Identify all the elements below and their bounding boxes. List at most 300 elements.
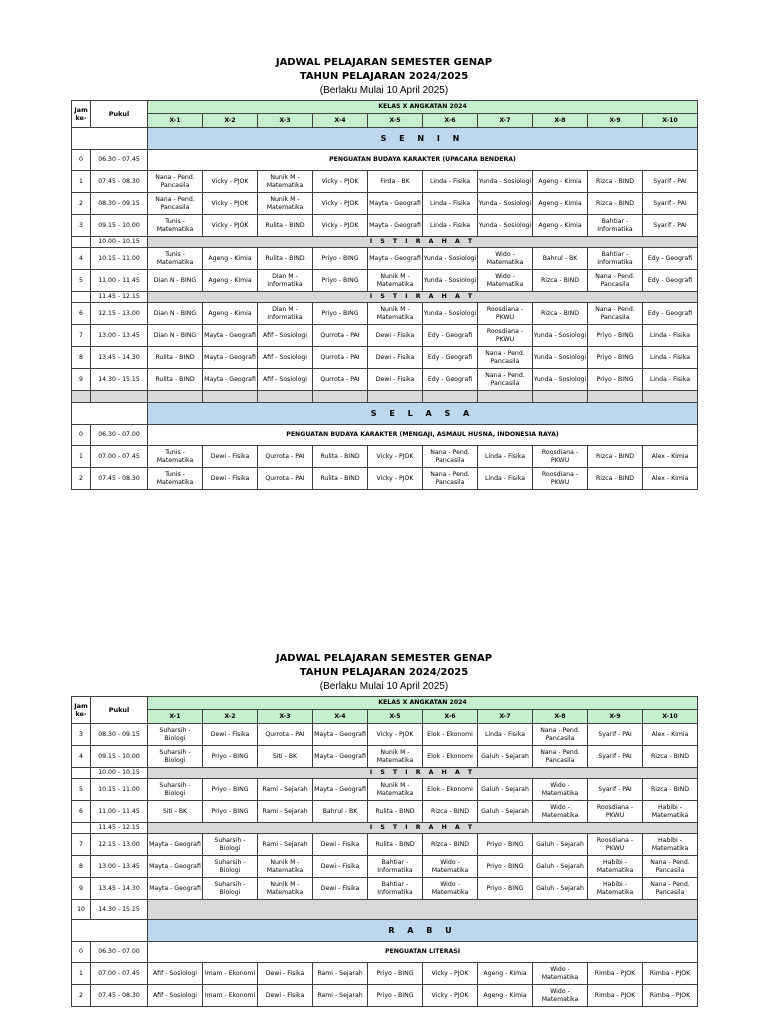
time-slot: 11.00 - 11.45 xyxy=(91,801,148,823)
lesson-cell: Siti - BK xyxy=(148,801,203,823)
lesson-cell: Priyo - BING xyxy=(478,834,533,856)
lesson-cell: Yunda - Sosiologi xyxy=(533,369,588,391)
lesson-cell: Galuh - Sejarah xyxy=(478,779,533,801)
lesson-cell: Edy - Geografi xyxy=(423,325,478,347)
lesson-cell: Rizca - BIND xyxy=(423,834,478,856)
lesson-cell: Syarif - PAI xyxy=(643,171,698,193)
blank-cell xyxy=(72,128,148,150)
time-slot: 09.15 - 10.00 xyxy=(91,746,148,768)
day-label: R A B U xyxy=(148,920,698,942)
lesson-cell: Rulita - BIND xyxy=(313,468,368,490)
doc-subtitle: (Berlaku Mulai 10 April 2025) xyxy=(319,85,449,96)
class-group-header: KELAS X ANGKATAN 2024 xyxy=(148,697,698,710)
lesson-cell: Ageng - Kimia xyxy=(203,270,258,292)
class-header: X-1 xyxy=(148,114,203,128)
break-label: I S T I R A H A T xyxy=(148,292,698,303)
table-row xyxy=(72,325,698,347)
lesson-cell: Bahtiar - Informatika xyxy=(368,856,423,878)
lesson-cell: Yunda - Sosiologi xyxy=(423,248,478,270)
lesson-cell: Galuh - Sejarah xyxy=(533,856,588,878)
table-row xyxy=(72,856,698,878)
lesson-cell: Rami - Sejarah xyxy=(258,779,313,801)
lesson-cell: Roosdiana - PKWU xyxy=(478,325,533,347)
lesson-cell: Bahtiar - Informatika xyxy=(368,878,423,900)
lesson-cell: Dewi - Fisika xyxy=(203,446,258,468)
lesson-cell: Roosdiana - PKWU xyxy=(533,446,588,468)
period-number: 4 xyxy=(72,248,91,270)
lesson-cell: Habibi - Matematika xyxy=(643,834,698,856)
lesson-cell: Wido - Matematika xyxy=(478,270,533,292)
empty-cell xyxy=(313,391,368,403)
period-number xyxy=(72,768,91,779)
time-slot: 08.30 - 09.15 xyxy=(91,193,148,215)
empty-cell xyxy=(91,391,148,403)
lesson-cell: Linda - Fisika xyxy=(478,724,533,746)
time-slot: 06.30 - 07.00 xyxy=(91,942,148,963)
doc-title: JADWAL PELAJARAN SEMESTER GENAP xyxy=(275,653,493,664)
lesson-cell: Dian N - BING xyxy=(148,270,203,292)
doc-title: JADWAL PELAJARAN SEMESTER GENAP xyxy=(275,57,493,68)
lesson-cell: Suharsih - Biologi xyxy=(148,724,203,746)
doc-subtitle: (Berlaku Mulai 10 April 2025) xyxy=(319,681,449,692)
lesson-cell: Roosdiana - PKWU xyxy=(533,468,588,490)
lesson-cell: Alex - Kimia xyxy=(643,446,698,468)
lesson-cell: Rizca - BIND xyxy=(588,193,643,215)
lesson-cell: Suharsih - Biologi xyxy=(203,856,258,878)
lesson-cell: Linda - Fisika xyxy=(643,347,698,369)
lesson-cell: Bahrul - BK xyxy=(313,801,368,823)
lesson-cell: Suharsih - Biologi xyxy=(148,746,203,768)
jam-header: Jam ke- xyxy=(72,101,91,128)
period-number xyxy=(72,292,91,303)
lesson-cell: Ageng - Kimia xyxy=(478,963,533,985)
lesson-cell: Yunda - Sosiologi xyxy=(478,193,533,215)
lesson-cell: Tunis - Matematika xyxy=(148,248,203,270)
table-row xyxy=(72,270,698,292)
lesson-cell: Dewi - Fisika xyxy=(368,347,423,369)
period-number: 8 xyxy=(72,856,91,878)
class-header: X-6 xyxy=(423,710,478,724)
lesson-cell: Qurrota - PAI xyxy=(258,724,313,746)
empty-cell xyxy=(203,391,258,403)
lesson-cell: Dewi - Fisika xyxy=(258,985,313,1007)
activity-label: PENGUATAN BUDAYA KARAKTER (UPACARA BENDERA) xyxy=(148,150,698,171)
lesson-cell: Rizca - BIND xyxy=(588,171,643,193)
lesson-cell: Qurrota - PAI xyxy=(313,325,368,347)
period-number: 10 xyxy=(72,900,91,920)
class-header: X-3 xyxy=(258,710,313,724)
lesson-cell: Dewi - Fisika xyxy=(203,724,258,746)
lesson-cell: Habibi - Matematika xyxy=(588,856,643,878)
lesson-cell: Rulita - BIND xyxy=(258,248,313,270)
activity-row xyxy=(72,942,698,963)
lesson-cell: Qurrota - PAI xyxy=(258,446,313,468)
lesson-cell: Nana - Pend. Pancasila xyxy=(643,878,698,900)
class-header: X-5 xyxy=(368,114,423,128)
table-row xyxy=(72,248,698,270)
lesson-cell: Wido - Matematika xyxy=(533,963,588,985)
schedule-table-2 xyxy=(71,696,698,1007)
lesson-cell: Priyo - BING xyxy=(203,801,258,823)
time-slot: 13.45 - 14.30 xyxy=(91,878,148,900)
time-slot: 11.45 - 12.15 xyxy=(91,292,148,303)
schedule-page-2 xyxy=(0,652,768,694)
period-number: 2 xyxy=(72,468,91,490)
period-number: 2 xyxy=(72,193,91,215)
lesson-cell: Syarif - PAI xyxy=(588,724,643,746)
table-row xyxy=(72,779,698,801)
lesson-cell: Dian N - BING xyxy=(148,325,203,347)
lesson-cell: Edy - Geografi xyxy=(643,303,698,325)
lesson-cell: Yunda - Sosiologi xyxy=(533,347,588,369)
lesson-cell: Rimba - PJOK xyxy=(588,963,643,985)
lesson-cell: Bahtiar - Informatika xyxy=(588,215,643,237)
lesson-cell: Linda - Fisika xyxy=(423,193,478,215)
lesson-cell: Priyo - BING xyxy=(588,369,643,391)
lesson-cell: Roosdiana - PKWU xyxy=(588,801,643,823)
lesson-cell: Wido - Matematika xyxy=(478,248,533,270)
class-header: X-5 xyxy=(368,710,423,724)
lesson-cell: Afif - Sosiologi xyxy=(148,963,203,985)
period-number: 7 xyxy=(72,834,91,856)
class-header: X-4 xyxy=(313,710,368,724)
time-slot: 07.45 - 08.30 xyxy=(91,985,148,1007)
lesson-cell: Vicky - PJOK xyxy=(203,215,258,237)
lesson-cell: Roosdiana - PKWU xyxy=(478,303,533,325)
lesson-cell: Alex - Kimia xyxy=(643,724,698,746)
lesson-cell: Habibi - Matematika xyxy=(643,801,698,823)
table-row xyxy=(72,369,698,391)
class-header: X-3 xyxy=(258,114,313,128)
lesson-cell: Dian N - BING xyxy=(148,303,203,325)
lesson-cell: Priyo - BING xyxy=(478,856,533,878)
break-row xyxy=(72,237,698,248)
lesson-cell: Yunda - Sosiologi xyxy=(478,171,533,193)
lesson-cell: Mayta - Geografi xyxy=(368,215,423,237)
lesson-cell: Yunda - Sosiologi xyxy=(423,303,478,325)
empty-row xyxy=(72,391,698,403)
lesson-cell: Rami - Sejarah xyxy=(313,985,368,1007)
table-row xyxy=(72,746,698,768)
table-row xyxy=(72,171,698,193)
time-slot: 14.30 - 15.15 xyxy=(91,369,148,391)
table-row xyxy=(72,985,698,1007)
lesson-cell: Galuh - Sejarah xyxy=(533,834,588,856)
lesson-cell: Nana - Pend. Pancasila xyxy=(588,303,643,325)
lesson-cell: Ageng - Kimia xyxy=(533,171,588,193)
lesson-cell: Qurrota - PAI xyxy=(313,369,368,391)
lesson-cell: Rulita - BIND xyxy=(368,834,423,856)
time-slot: 06.30 - 07.00 xyxy=(91,425,148,446)
lesson-cell: Rami - Sejarah xyxy=(313,963,368,985)
lesson-cell: Rizca - BIND xyxy=(423,801,478,823)
lesson-cell: Dewi - Fisika xyxy=(313,856,368,878)
break-label: I S T I R A H A T xyxy=(148,237,698,248)
lesson-cell: Rizca - BIND xyxy=(533,270,588,292)
lesson-cell: Priyo - BING xyxy=(203,779,258,801)
table-row xyxy=(72,303,698,325)
lesson-cell: Imam - Ekonomi xyxy=(203,985,258,1007)
lesson-cell: Nana - Pend. Pancasila xyxy=(533,746,588,768)
lesson-cell: Priyo - BING xyxy=(368,963,423,985)
lesson-cell: Priyo - BING xyxy=(368,985,423,1007)
lesson-cell: Nana - Pend. Pancasila xyxy=(423,468,478,490)
lesson-cell: Tunis - Matematika xyxy=(148,215,203,237)
lesson-cell: Vicky - PJOK xyxy=(368,724,423,746)
lesson-cell: Ageng - Kimia xyxy=(478,985,533,1007)
lesson-cell: Elok - Ekonomi xyxy=(423,746,478,768)
lesson-cell: Mayta - Geografi xyxy=(203,325,258,347)
time-slot: 10.15 - 11.00 xyxy=(91,779,148,801)
lesson-cell: Suharsih - Biologi xyxy=(148,779,203,801)
activity-row xyxy=(72,150,698,171)
class-header: X-9 xyxy=(588,710,643,724)
period-number: 7 xyxy=(72,325,91,347)
period-number: 3 xyxy=(72,215,91,237)
empty-cell xyxy=(423,391,478,403)
lesson-cell: Linda - Fisika xyxy=(478,446,533,468)
time-slot: 07.00 - 07.45 xyxy=(91,963,148,985)
activity-row xyxy=(72,425,698,446)
lesson-cell: Galuh - Sejarah xyxy=(478,746,533,768)
lesson-cell: Afif - Sosiologi xyxy=(258,369,313,391)
lesson-cell: Firda - BK xyxy=(368,171,423,193)
lesson-cell: Nunik M - Matematika xyxy=(368,270,423,292)
lesson-cell: Nana - Pend. Pancasila xyxy=(423,446,478,468)
period-number: 5 xyxy=(72,779,91,801)
lesson-cell: Dewi - Fisika xyxy=(313,834,368,856)
lesson-cell: Vicky - PJOK xyxy=(313,193,368,215)
lesson-cell: Nana - Pend. Pancasila xyxy=(643,856,698,878)
empty-cell xyxy=(533,391,588,403)
lesson-cell: Rizca - BIND xyxy=(533,303,588,325)
time-slot: 09.15 - 10.00 xyxy=(91,215,148,237)
class-header: X-2 xyxy=(203,710,258,724)
lesson-cell: Priyo - BING xyxy=(313,270,368,292)
lesson-cell: Nunik M - Matematika xyxy=(258,193,313,215)
class-header: X-7 xyxy=(478,710,533,724)
time-slot: 06.30 - 07.45 xyxy=(91,150,148,171)
time-slot: 11.00 - 11.45 xyxy=(91,270,148,292)
lesson-cell: Syarif - PAI xyxy=(588,779,643,801)
lesson-cell: Edy - Geografi xyxy=(643,270,698,292)
period-number: 1 xyxy=(72,963,91,985)
activity-label: PENGUATAN BUDAYA KARAKTER (MENGAJI, ASMAUL HUSNA, INDONESIA RAYA) xyxy=(148,425,698,446)
class-header: X-10 xyxy=(643,114,698,128)
empty-cell xyxy=(148,391,203,403)
pukul-header: Pukul xyxy=(91,101,148,128)
lesson-cell: Wido - Matematika xyxy=(533,985,588,1007)
lesson-cell: Tunis - Matematika xyxy=(148,468,203,490)
table-row xyxy=(72,801,698,823)
class-header: X-6 xyxy=(423,114,478,128)
blank-cell xyxy=(72,920,148,942)
doc-year: TAHUN PELAJARAN 2024/2025 xyxy=(299,71,469,82)
period-number: 4 xyxy=(72,746,91,768)
lesson-cell: Mayta - Geografi xyxy=(148,878,203,900)
time-slot: 10.00 - 10.15 xyxy=(91,237,148,248)
period-number: 9 xyxy=(72,369,91,391)
schedule-table-1 xyxy=(71,100,698,490)
lesson-cell: Mayta - Geografi xyxy=(313,724,368,746)
class-header: X-7 xyxy=(478,114,533,128)
lesson-cell: Linda - Fisika xyxy=(643,369,698,391)
time-slot: 12.15 - 13.00 xyxy=(91,834,148,856)
lesson-cell: Wido - Matematika xyxy=(533,779,588,801)
period-number xyxy=(72,237,91,248)
lesson-cell: Nunik M - Matematika xyxy=(258,878,313,900)
lesson-cell: Habibi - Matematika xyxy=(588,878,643,900)
period-number: 2 xyxy=(72,985,91,1007)
lesson-cell: Priyo - BING xyxy=(588,347,643,369)
lesson-cell: Nana - Pend. Pancasila xyxy=(533,724,588,746)
lesson-cell: Rizca - BIND xyxy=(643,746,698,768)
lesson-cell: Priyo - BING xyxy=(313,248,368,270)
jam-header: Jam ke- xyxy=(72,697,91,724)
period-number: 0 xyxy=(72,942,91,963)
lesson-cell: Priyo - BING xyxy=(203,746,258,768)
lesson-cell: Bahrul - BK xyxy=(533,248,588,270)
lesson-cell: Mayta - Geografi xyxy=(148,834,203,856)
lesson-cell: Edy - Geografi xyxy=(423,369,478,391)
table-row xyxy=(72,878,698,900)
lesson-cell: Edy - Geografi xyxy=(643,248,698,270)
period-number xyxy=(72,823,91,834)
period-number: 0 xyxy=(72,425,91,446)
time-slot: 11.45 - 12.15 xyxy=(91,823,148,834)
time-slot: 10.15 - 11.00 xyxy=(91,248,148,270)
lesson-cell: Ageng - Kimia xyxy=(533,215,588,237)
lesson-cell: Rulita - BIND xyxy=(148,347,203,369)
lesson-cell: Linda - Fisika xyxy=(423,171,478,193)
period-number: 6 xyxy=(72,303,91,325)
lesson-cell: Nunik M - Matematika xyxy=(258,856,313,878)
lesson-cell: Nana - Pend. Pancasila xyxy=(588,270,643,292)
lesson-cell: Mayta - Geografi xyxy=(313,746,368,768)
lesson-cell: Rulita - BIND xyxy=(258,215,313,237)
lesson-cell: Wido - Matematika xyxy=(533,801,588,823)
lesson-cell: Elok - Ekonomi xyxy=(423,779,478,801)
lesson-cell: Yunda - Sosiologi xyxy=(478,215,533,237)
period-number: 5 xyxy=(72,270,91,292)
lesson-cell: Vicky - PJOK xyxy=(368,446,423,468)
lesson-cell: Linda - Fisika xyxy=(478,468,533,490)
lesson-cell: Galuh - Sejarah xyxy=(533,878,588,900)
time-slot: 08.30 - 09.15 xyxy=(91,724,148,746)
lesson-cell: Nana - Pend. Pancasila xyxy=(478,347,533,369)
lesson-cell: Linda - Fisika xyxy=(643,325,698,347)
lesson-cell: Wido - Matematika xyxy=(423,878,478,900)
lesson-cell: Linda - Fisika xyxy=(423,215,478,237)
lesson-cell: Rimba - PJOK xyxy=(643,963,698,985)
period-number: 0 xyxy=(72,150,91,171)
lesson-cell: Vicky - PJOK xyxy=(313,215,368,237)
lesson-cell: Imam - Ekonomi xyxy=(203,963,258,985)
lesson-cell: Dewi - Fisika xyxy=(368,369,423,391)
table-row xyxy=(72,446,698,468)
lesson-cell: Nana - Pend. Pancasila xyxy=(478,369,533,391)
pukul-header: Pukul xyxy=(91,697,148,724)
lesson-cell: Bahtiar - Informatika xyxy=(588,248,643,270)
lesson-cell: Qurrota - PAI xyxy=(313,347,368,369)
period-number: 3 xyxy=(72,724,91,746)
period-number: 9 xyxy=(72,878,91,900)
time-slot: 13.00 - 13.45 xyxy=(91,856,148,878)
lesson-cell: Nunik M - Matematika xyxy=(368,779,423,801)
lesson-cell: Ageng - Kimia xyxy=(203,303,258,325)
lesson-cell: Mayta - Geografi xyxy=(203,369,258,391)
lesson-cell: Dian M - Informatika xyxy=(258,303,313,325)
lesson-cell: Vicky - PJOK xyxy=(313,171,368,193)
lesson-cell: Dewi - Fisika xyxy=(368,325,423,347)
lesson-cell: Nana - Pend. Pancasila xyxy=(148,171,203,193)
class-group-header: KELAS X ANGKATAN 2024 xyxy=(148,101,698,114)
lesson-cell: Syarif - PAI xyxy=(643,193,698,215)
empty-cell xyxy=(258,391,313,403)
table-row xyxy=(72,347,698,369)
schedule-page-1 xyxy=(0,56,768,98)
lesson-cell: Mayta - Geografi xyxy=(368,193,423,215)
lesson-cell: Suharsih - Biologi xyxy=(203,834,258,856)
lesson-cell: Nana - Pend. Pancasila xyxy=(148,193,203,215)
lesson-cell: Dewi - Fisika xyxy=(203,468,258,490)
break-label: I S T I R A H A T xyxy=(148,823,698,834)
lesson-cell: Elok - Ekonomi xyxy=(423,724,478,746)
period-number: 1 xyxy=(72,171,91,193)
lesson-cell: Edy - Geografi xyxy=(423,347,478,369)
class-header: X-4 xyxy=(313,114,368,128)
break-label: I S T I R A H A T xyxy=(148,768,698,779)
lesson-cell: Ageng - Kimia xyxy=(533,193,588,215)
lesson-cell: Mayta - Geografi xyxy=(203,347,258,369)
time-slot: 10.00 - 10.15 xyxy=(91,768,148,779)
break-row xyxy=(72,292,698,303)
lesson-cell: Rizca - BIND xyxy=(643,779,698,801)
doc-year: TAHUN PELAJARAN 2024/2025 xyxy=(299,667,469,678)
lesson-cell: Nunik M - Matematika xyxy=(258,171,313,193)
lesson-cell: Afif - Sosiologi xyxy=(258,325,313,347)
lesson-cell: Yunda - Sosiologi xyxy=(533,325,588,347)
empty-cell xyxy=(643,391,698,403)
table-row xyxy=(72,724,698,746)
lesson-cell: Rizca - BIND xyxy=(588,468,643,490)
lesson-cell: Qurrota - PAI xyxy=(258,468,313,490)
lesson-cell: Mayta - Geografi xyxy=(148,856,203,878)
lesson-cell: Priyo - BING xyxy=(478,878,533,900)
lesson-cell: Suharsih - Biologi xyxy=(203,878,258,900)
table-row xyxy=(72,963,698,985)
lesson-cell: Rami - Sejarah xyxy=(258,834,313,856)
empty-cell xyxy=(72,391,91,403)
blank-cell xyxy=(72,403,148,425)
lesson-cell: Tunis - Matematika xyxy=(148,446,203,468)
period-number: 1 xyxy=(72,446,91,468)
lesson-cell: Siti - BK xyxy=(258,746,313,768)
lesson-cell: Rizca - BIND xyxy=(588,446,643,468)
empty-cell xyxy=(368,391,423,403)
lesson-cell: Dewi - Fisika xyxy=(258,963,313,985)
lesson-cell: Syarif - PAI xyxy=(588,746,643,768)
lesson-cell: Afif - Sosiologi xyxy=(258,347,313,369)
lesson-cell: Galuh - Sejarah xyxy=(478,801,533,823)
time-slot: 13.45 - 14.30 xyxy=(91,347,148,369)
time-slot: 07.45 - 08.30 xyxy=(91,468,148,490)
activity-label: PENGUATAN LITERASI xyxy=(148,942,698,963)
class-header: X-2 xyxy=(203,114,258,128)
time-slot: 13.00 - 13.45 xyxy=(91,325,148,347)
time-slot: 14.30 - 15.15 xyxy=(91,900,148,920)
break-row xyxy=(72,768,698,779)
